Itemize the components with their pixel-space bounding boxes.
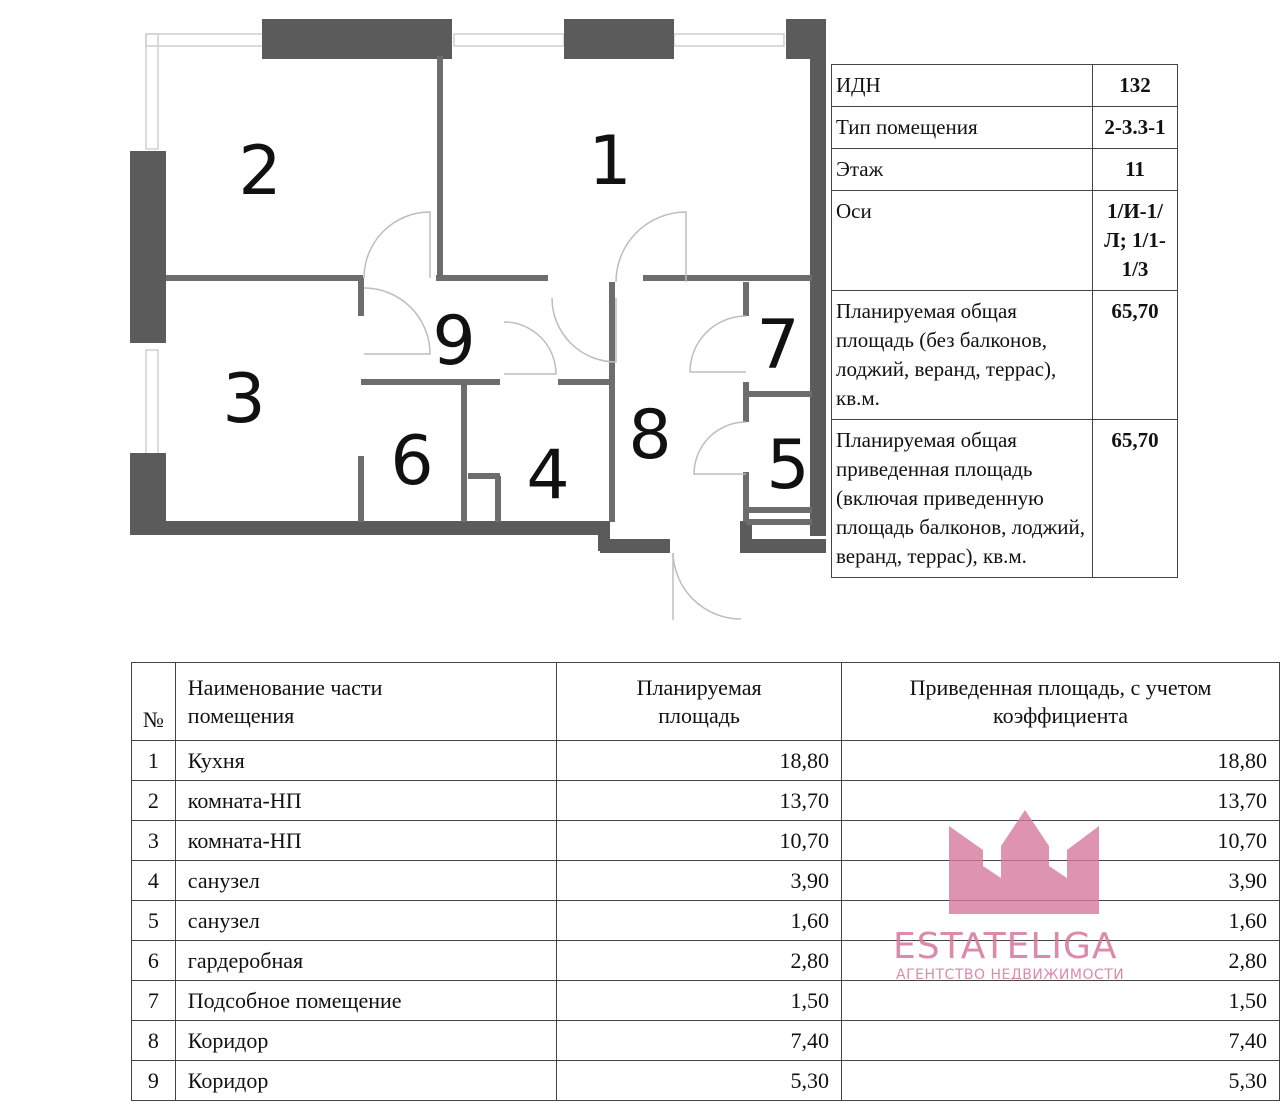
room-number-3: 3 bbox=[222, 360, 266, 439]
row-name: санузел bbox=[175, 901, 556, 941]
row-number: 9 bbox=[132, 1061, 176, 1101]
info-value: 1/И-1/Л; 1/1-1/3 bbox=[1093, 191, 1178, 291]
row-reduced-area: 3,90 bbox=[842, 861, 1280, 901]
row-name: гардеробная bbox=[175, 941, 556, 981]
header-number: № bbox=[132, 663, 176, 741]
table-row bbox=[132, 1061, 1280, 1101]
row-name: Подсобное помещение bbox=[175, 981, 556, 1021]
row-number: 6 bbox=[132, 941, 176, 981]
room-number-6: 6 bbox=[390, 422, 434, 501]
row-reduced-area: 13,70 bbox=[842, 781, 1280, 821]
apartment-info-table bbox=[831, 64, 1178, 578]
row-number: 1 bbox=[132, 741, 176, 781]
info-label: Этаж bbox=[832, 149, 1093, 191]
info-label: Оси bbox=[832, 191, 1093, 291]
row-area: 1,60 bbox=[557, 901, 842, 941]
info-value: 65,70 bbox=[1093, 291, 1178, 420]
row-number: 4 bbox=[132, 861, 176, 901]
rooms-header-row bbox=[132, 663, 1280, 741]
logo-building-right bbox=[1067, 826, 1099, 914]
room-number-8: 8 bbox=[628, 396, 672, 475]
row-area: 3,90 bbox=[557, 861, 842, 901]
room-number-2: 2 bbox=[238, 132, 282, 211]
row-number: 3 bbox=[132, 821, 176, 861]
row-reduced-area: 18,80 bbox=[842, 741, 1280, 781]
floor-plan bbox=[128, 16, 830, 622]
watermark-subtitle: АГЕНТСТВО НЕДВИЖИМОСТИ bbox=[896, 967, 1125, 983]
row-number: 2 bbox=[132, 781, 176, 821]
info-row-reduced-area bbox=[832, 420, 1178, 578]
row-reduced-area: 10,70 bbox=[842, 821, 1280, 861]
exterior-walls bbox=[130, 19, 826, 553]
logo-building-center bbox=[1001, 810, 1049, 914]
room-number-7: 7 bbox=[756, 306, 800, 385]
room-number-1: 1 bbox=[588, 122, 632, 201]
row-name: Коридор bbox=[175, 1061, 556, 1101]
info-value: 132 bbox=[1093, 65, 1178, 107]
row-area: 5,30 bbox=[557, 1061, 842, 1101]
row-reduced-area: 1,50 bbox=[842, 981, 1280, 1021]
row-reduced-area: 1,60 bbox=[842, 901, 1280, 941]
info-label: Планируемая общая приведенная площадь (включая приведенную площадь балконов, лоджий, веранд, террас), кв.м. bbox=[832, 420, 1093, 578]
row-area: 2,80 bbox=[557, 941, 842, 981]
logo-building-mid-left bbox=[983, 866, 1001, 914]
info-value: 11 bbox=[1093, 149, 1178, 191]
info-label: ИДН bbox=[832, 65, 1093, 107]
info-label: Тип помещения bbox=[832, 107, 1093, 149]
row-area: 10,70 bbox=[557, 821, 842, 861]
row-area: 13,70 bbox=[557, 781, 842, 821]
row-name: санузел bbox=[175, 861, 556, 901]
interior-partitions bbox=[166, 56, 812, 522]
row-area: 18,80 bbox=[557, 741, 842, 781]
info-value: 2-3.3-1 bbox=[1093, 107, 1178, 149]
row-reduced-area: 2,80 bbox=[842, 941, 1280, 981]
logo-building-left bbox=[949, 826, 983, 914]
logo-building-mid-right bbox=[1049, 866, 1067, 914]
row-number: 5 bbox=[132, 901, 176, 941]
table-row bbox=[132, 741, 1280, 781]
info-row-axes bbox=[832, 191, 1178, 291]
row-name: Коридор bbox=[175, 1021, 556, 1061]
row-name: Кухня bbox=[175, 741, 556, 781]
table-row bbox=[132, 1021, 1280, 1061]
row-name: комната-НП bbox=[175, 781, 556, 821]
room-number-4: 4 bbox=[526, 436, 570, 515]
watermark-name: ESTATELIGA bbox=[893, 926, 1118, 967]
header-reduced-area: Приведенная площадь, с учетом коэффициента bbox=[842, 663, 1280, 741]
info-row-total-area bbox=[832, 291, 1178, 420]
room-number-9: 9 bbox=[432, 302, 476, 381]
info-value: 65,70 bbox=[1093, 420, 1178, 578]
header-area: Планируемая площадь bbox=[557, 663, 842, 741]
door-swings bbox=[364, 212, 746, 620]
room-labels bbox=[222, 122, 809, 515]
table-row bbox=[132, 981, 1280, 1021]
info-row-type bbox=[832, 107, 1178, 149]
header-name: Наименование части помещения bbox=[175, 663, 556, 741]
row-area: 7,40 bbox=[557, 1021, 842, 1061]
row-name: комната-НП bbox=[175, 821, 556, 861]
info-row-idn bbox=[832, 65, 1178, 107]
row-reduced-area: 7,40 bbox=[842, 1021, 1280, 1061]
room-number-5: 5 bbox=[766, 426, 810, 505]
info-row-floor bbox=[832, 149, 1178, 191]
row-area: 1,50 bbox=[557, 981, 842, 1021]
row-number: 8 bbox=[132, 1021, 176, 1061]
info-label: Планируемая общая площадь (без балконов, лоджий, веранд, террас), кв.м. bbox=[832, 291, 1093, 420]
row-reduced-area: 5,30 bbox=[842, 1061, 1280, 1101]
row-number: 7 bbox=[132, 981, 176, 1021]
